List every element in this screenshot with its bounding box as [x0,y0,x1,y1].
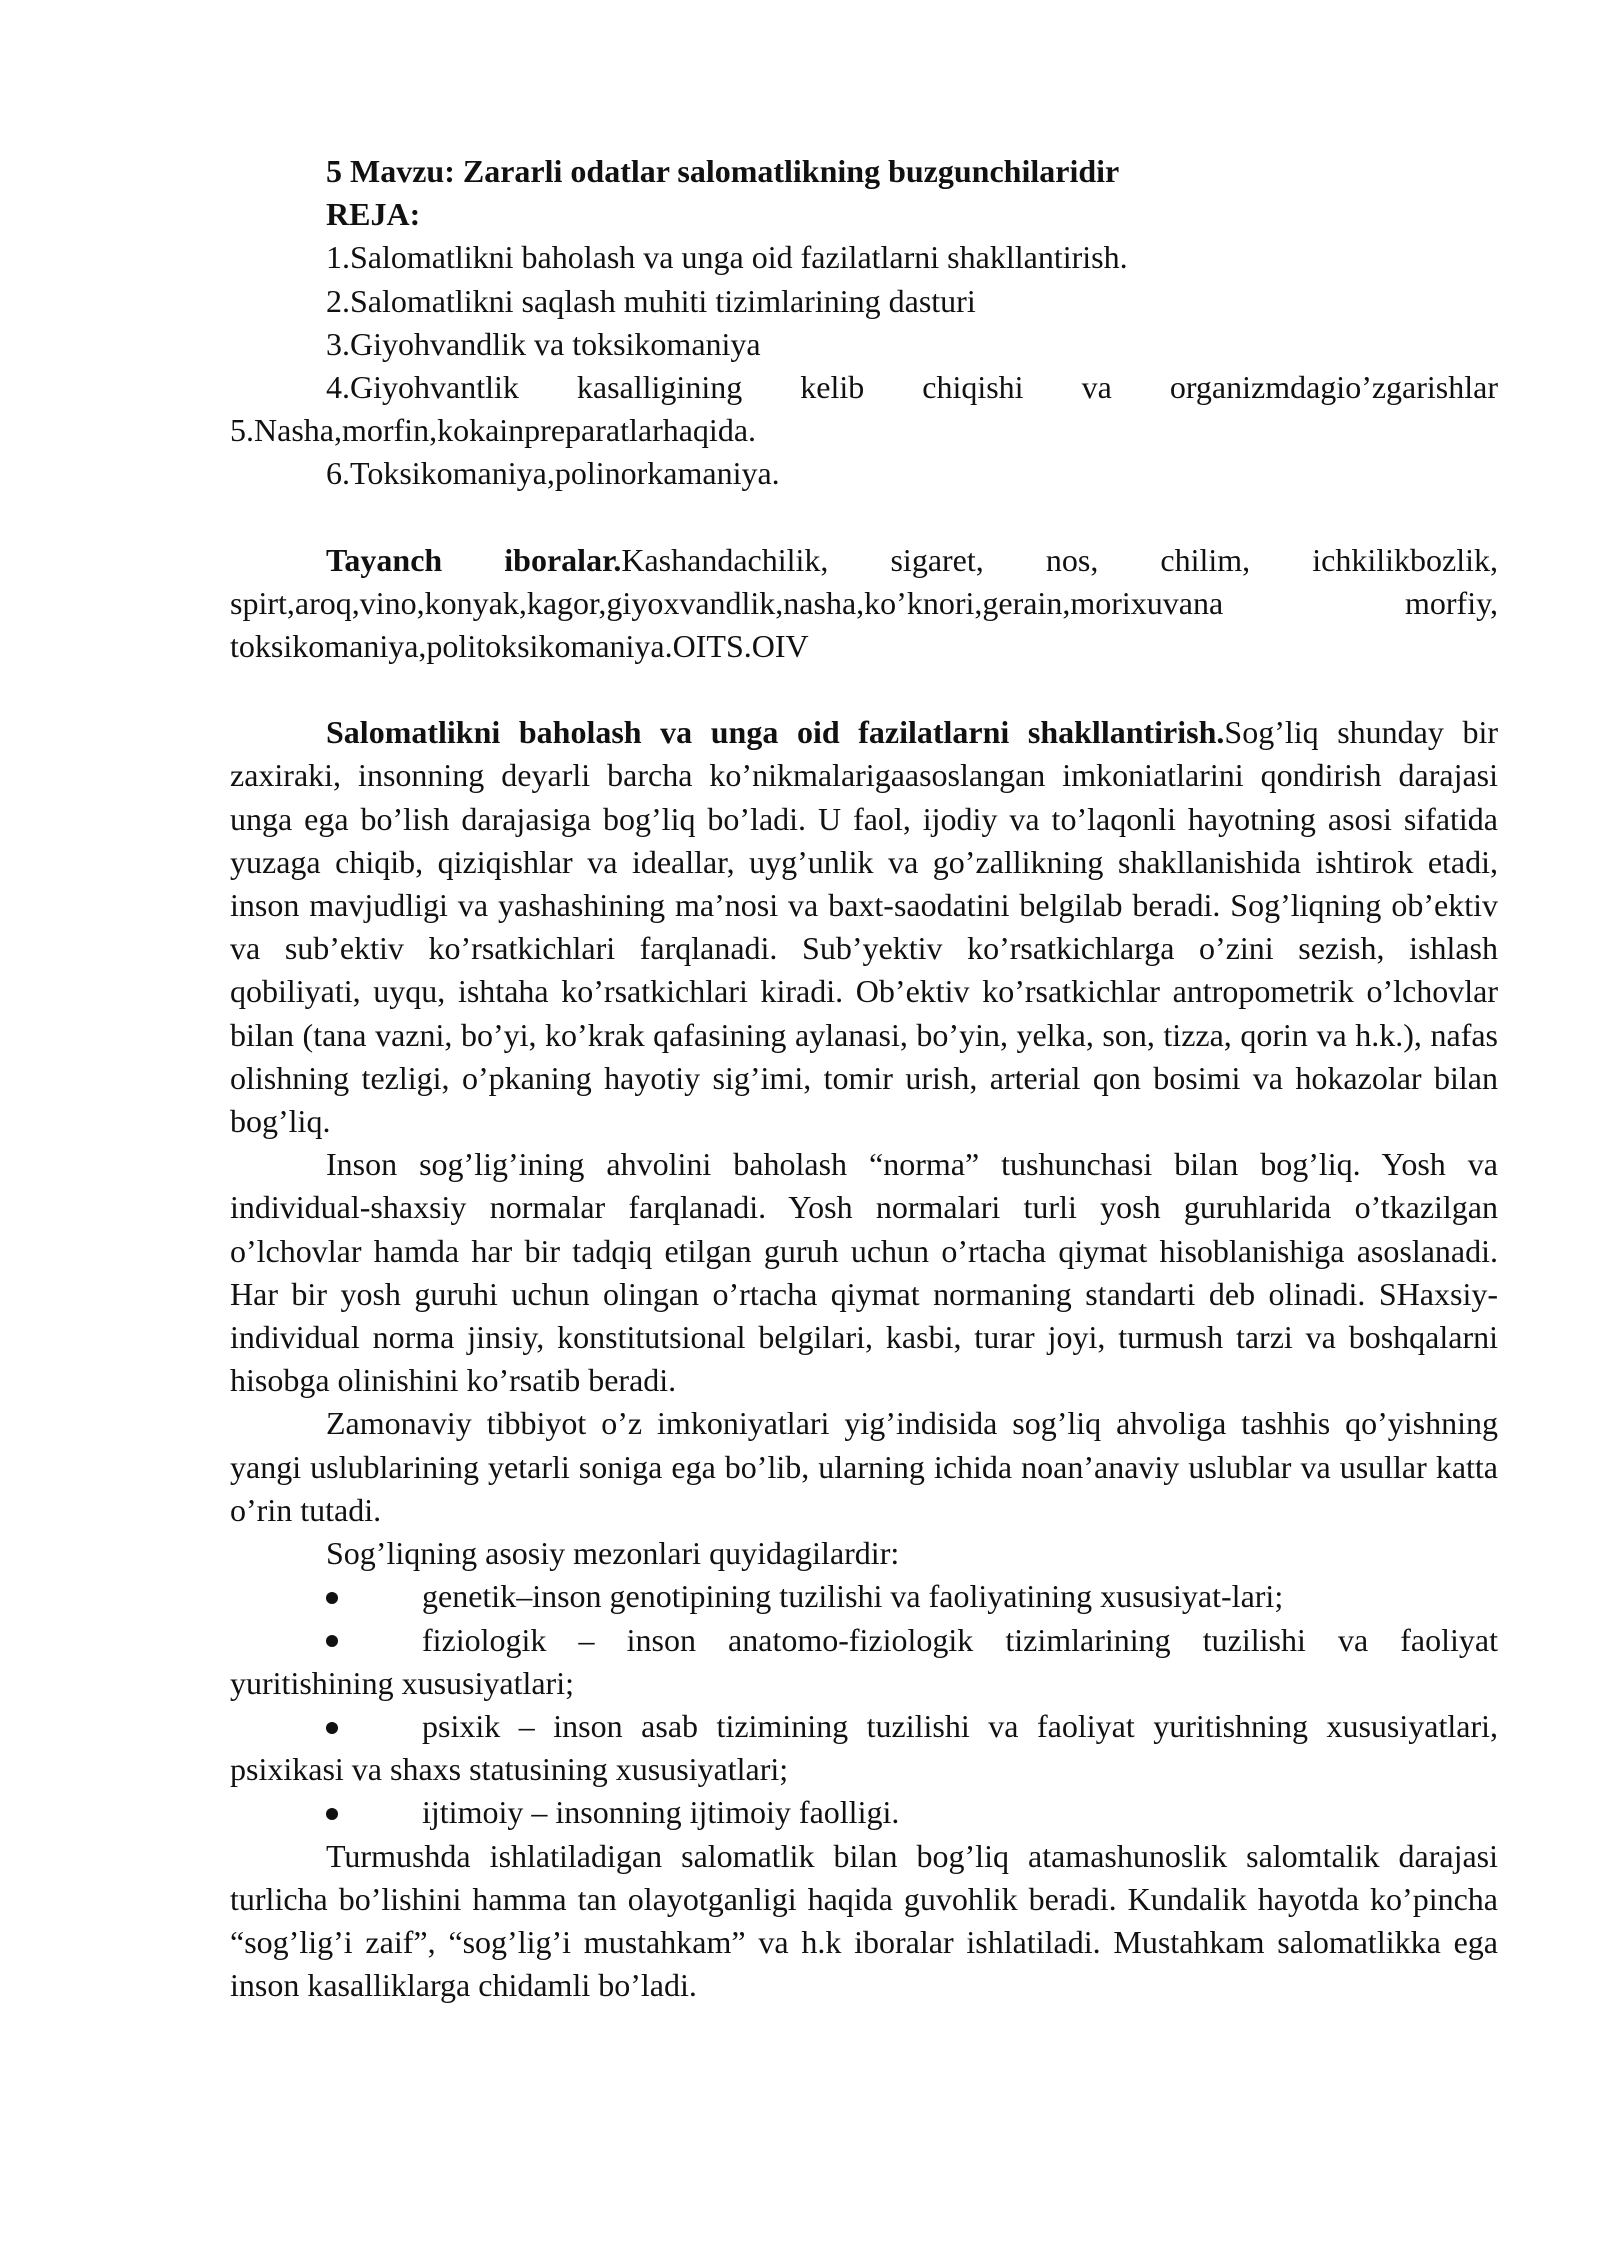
keywords-paragraph [230,539,1498,669]
section-heading: Salomatlikni baholash va unga oid fazilatlarni shakllantirish. [326,714,1225,751]
criteria-item-4-text: ijtimoiy – insonning ijtimoiy faolligi. [422,1794,900,1831]
plan-heading: REJA: [326,196,421,233]
criteria-item-1 [230,1575,1498,1618]
bullet-icon [230,1705,422,1748]
criteria-item-3-text: psixik – inson asab tizimining tuzilishi va faoliyat yuritishning xususiyatlari, psixikasi va shaxs statusining xususiyatlari; [230,1707,1498,1788]
criteria-item-2 [230,1619,1498,1705]
document-page [230,150,1498,2007]
spacer [230,496,1498,539]
plan-item-2: 2.Salomatlikni saqlash muhiti tizimlarining dasturi [326,282,976,319]
section-paragraph-1-text: Sog’liq shunday bir zaxiraki, insonning deyarli barcha ko’nikmalarigaasoslangan imkoniatlarini qondirish darajasi unga ega bo’lish darajasiga bog’liq bo’ladi. U faol, ijodiy va to’laqonli hayotning asosi sifatida yuzaga chiqib, qiziqishlar va ideallar, uyg’unlik va go’zallikning shakllanishida ishtirok etadi, inson mavjudligi va yashashining ma’nosi va baxt-saodatini belgilab beradi. Sog’liqning ob’ektiv va sub’ektiv ko’rsatkichlari farqlanadi. Sub’yektiv ko’rsatkichlarga o’zini sezish, ishlash qobiliyati, uyqu, ishtaha ko’rsatkichlari kiradi. Ob’ektiv ko’rsatkichlar antropometrik o’lchovlar bilan (tana vazni, bo’yi, ko’krak qafasining aylanasi, bo’yin, yelka, son, tizza, qorin va h.k.), nafas olishning tezligi, o’pkaning hayotiy sig’imi, tomir urish, arterial qon bosimi va hokazolar bilan bog’liq. [230,714,1498,1140]
section-paragraph-3: Zamonaviy tibbiyot o’z imkoniyatlari yig’indisida sog’liq ahvoliga tashhis qo’yishning yangi uslublarining yetarli soniga ega bo’lib, ularning ichida noan’anaviy uslublar va usullar katta o’rin tutadi. [230,1405,1498,1528]
bullet-icon [230,1619,422,1662]
bullet-icon [230,1791,422,1834]
document-title: 5 Mavzu: Zararli odatlar salomatlikning buzgunchilaridir [326,153,1120,189]
criteria-intro: Sog’liqning asosiy mezonlari quyidagilardir: [326,1535,900,1572]
plan-item-6: 6.Toksikomaniya,polinorkamaniya. [326,455,780,492]
plan-item-3: 3.Giyohvandlik va toksikomaniya [326,325,761,362]
section-paragraph-2: Inson sog’lig’ining ahvolini baholash “norma” tushunchasi bilan bog’liq. Yosh va individual-shaxsiy normalar farqlanadi. Yosh normalari turli yosh guruhlarida o’tkazilgan o’lchovlar hamda har bir tadqiq etilgan guruh uchun o’rtacha qiymat hisoblanishiga asoslanadi. Har bir yosh guruhi uchun olingan o’rtacha qiymat normaning standarti deb olinadi. SHaxsiy-individual norma jinsiy, konstitutsional belgilari, kasbi, turar joyi, turmush tarzi va boshqalarni hisobga olinishini ko’rsatib beradi. [230,1146,1498,1399]
plan-item-4: 4.Giyohvantlik kasalligining kelib chiqishi va organizmdagio’zgarishlar [326,369,1498,406]
criteria-item-4 [230,1791,1498,1834]
section-paragraph-4: Turmushda ishlatiladigan salomatlik bilan bog’liq atamashunoslik salomtalik darajasi turlicha bo’lishini hamma tan olayotganligi haqida guvohlik beradi. Kundalik hayotda ko’pincha “sog’lig’i zaif”, “sog’lig’i mustahkam” va h.k iboralar ishlatiladi. Mustahkam salomatlikka ega inson kasalliklarga chidamli bo’ladi. [230,1837,1498,2004]
criteria-item-1-text: genetik–inson genotipining tuzilishi va faoliyatining xususiyat-lari; [422,1578,1284,1615]
keywords-text: Kashandachilik, sigaret, nos, chilim, ichkilikbozlik, spirt,aroq,vino,konyak,kagor,giyoxvandlik,nasha,ko’knori,gerain,morixuvana morfiy, toksikomaniya,politoksikomaniya.OITS.OIV [230,541,1499,665]
spacer [230,668,1498,711]
section-paragraph-1 [230,711,1498,1143]
keywords-label: Tayanch iboralar. [326,541,622,578]
criteria-item-3 [230,1705,1498,1791]
plan-item-1: 1.Salomatlikni baholash va unga oid fazilatlarni shakllantirish. [326,239,1128,276]
criteria-item-2-text: fiziologik – inson anatomo-fiziologik tizimlarining tuzilishi va faoliyat yuritishining xususiyatlari; [230,1621,1498,1701]
plan-item-5: 5.Nasha,morfin,kokainpreparatlarhaqida. [230,412,757,449]
bullet-icon [230,1575,422,1618]
